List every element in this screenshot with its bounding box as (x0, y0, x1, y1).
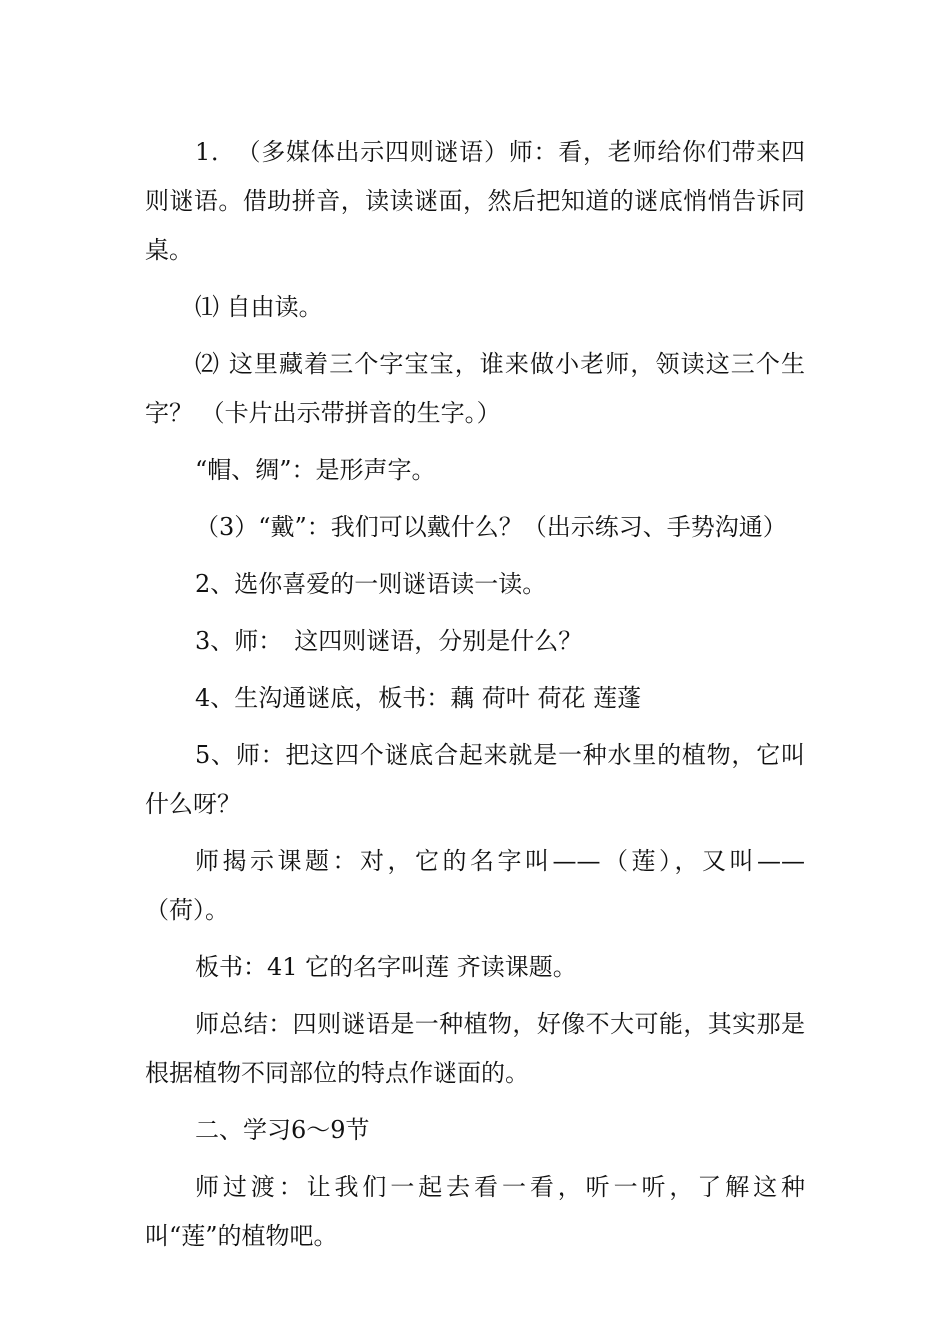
paragraph-free-read: ⑴ 自由读。 (195, 293, 323, 321)
document-body (145, 128, 805, 1269)
section-heading-study: 二、学习6～9节 (195, 1116, 370, 1144)
paragraph-riddle-intro: 1． （多媒体出示四则谜语）师：看，老师给你们带来四则谜语。借助拼音，读读谜面，然后把知道的谜底悄悄告诉同桌。 (145, 138, 805, 264)
paragraph-phonetic-characters: “帽、绸”：是形声字。 (195, 456, 436, 484)
paragraph-combine-answers: 5、师：把这四个谜底合起来就是一种水里的植物，它叫什么呀？ (145, 741, 805, 818)
paragraph-riddle-answers-question: 3、师： 这四则谜语，分别是什么？ (195, 627, 583, 655)
paragraph-dai-character: （3）“戴”：我们可以戴什么？（出示练习、手势沟通） (195, 513, 787, 541)
paragraph-reveal-title: 师揭示课题：对，它的名字叫——（莲），又叫——（荷）。 (145, 847, 805, 924)
paragraph-choose-riddle: 2、选你喜爱的一则谜语读一读。 (195, 570, 547, 598)
paragraph-teacher-summary: 师总结：四则谜语是一种植物，好像不大可能，其实那是根据植物不同部位的特点作谜面的。 (145, 1010, 805, 1087)
paragraph-board-title: 板书：41 它的名字叫莲 齐读课题。 (195, 953, 577, 981)
paragraph-three-characters: ⑵ 这里藏着三个字宝宝，谁来做小老师，领读这三个生字？ （卡片出示带拼音的生字。） (145, 350, 805, 427)
paragraph-transition: 师过渡：让我们一起去看一看，听一听，了解这种叫“莲”的植物吧。 (145, 1173, 805, 1250)
paragraph-board-answers: 4、生沟通谜底，板书：藕 荷叶 荷花 莲蓬 (195, 684, 642, 712)
